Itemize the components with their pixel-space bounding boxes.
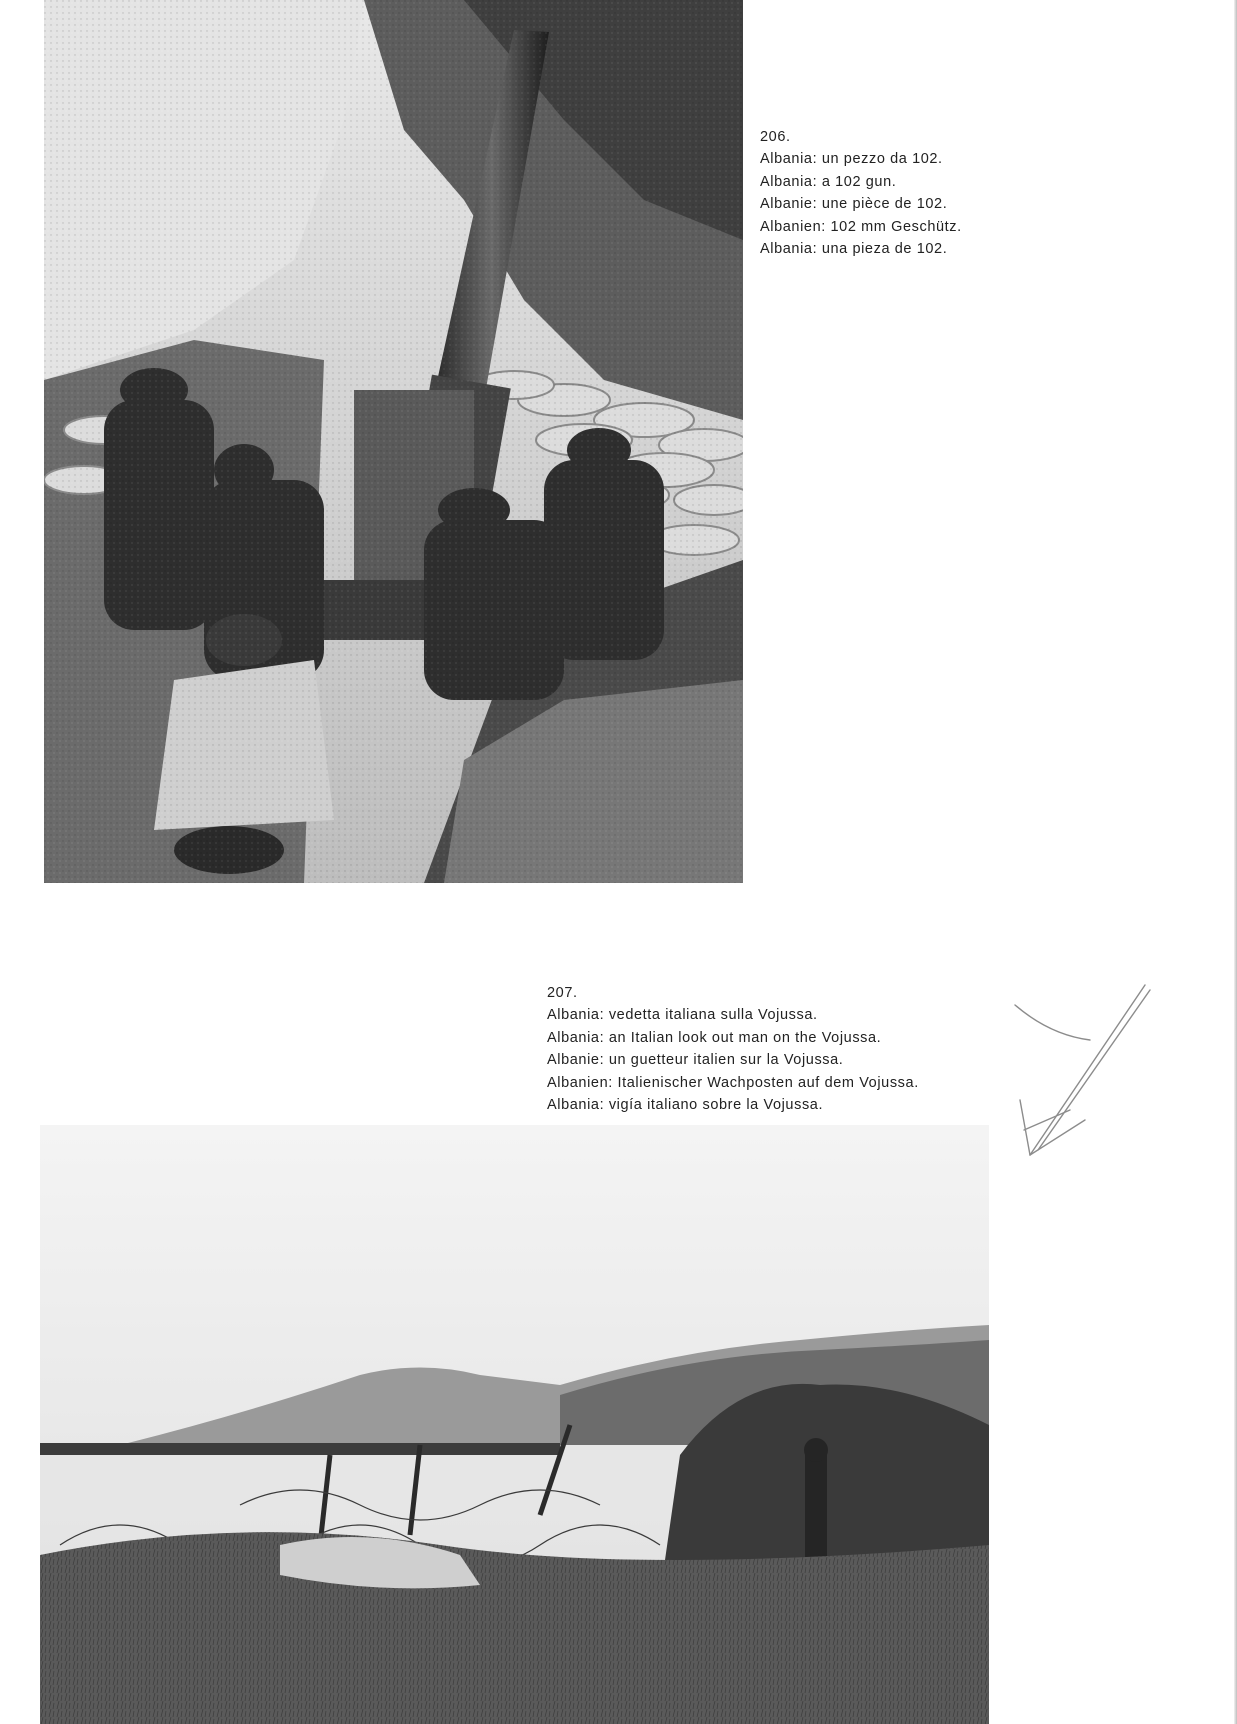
caption-line-french: Albanie: une pièce de 102. xyxy=(760,196,948,213)
photo-lookout-vojussa-image xyxy=(40,1125,989,1724)
caption-line-german: Albanien: Italienischer Wachposten auf dem Vojussa. xyxy=(547,1074,919,1091)
caption-number: 206. xyxy=(760,129,791,145)
caption-206 xyxy=(760,126,962,260)
caption-line-spanish: Albania: una pieza de 102. xyxy=(760,241,948,258)
caption-line-english: Albania: a 102 gun. xyxy=(760,173,897,190)
caption-line-german: Albanien: 102 mm Geschütz. xyxy=(760,218,962,235)
caption-207 xyxy=(547,982,919,1116)
caption-line-italian: Albania: un pezzo da 102. xyxy=(760,151,943,168)
photo-lookout-vojussa xyxy=(40,1125,989,1724)
photo-102-gun xyxy=(44,0,743,883)
caption-number: 207. xyxy=(547,985,578,1001)
caption-line-french: Albanie: un guetteur italien sur la Vojussa. xyxy=(547,1052,844,1069)
caption-line-english: Albania: an Italian look out man on the Vojussa. xyxy=(547,1029,882,1046)
caption-line-spanish: Albania: vigía italiano sobre la Vojussa. xyxy=(547,1097,824,1114)
pencil-arrow-mark xyxy=(1010,980,1160,1170)
caption-line-italian: Albania: vedetta italiana sulla Vojussa. xyxy=(547,1007,818,1024)
photo-102-gun-image xyxy=(44,0,743,883)
